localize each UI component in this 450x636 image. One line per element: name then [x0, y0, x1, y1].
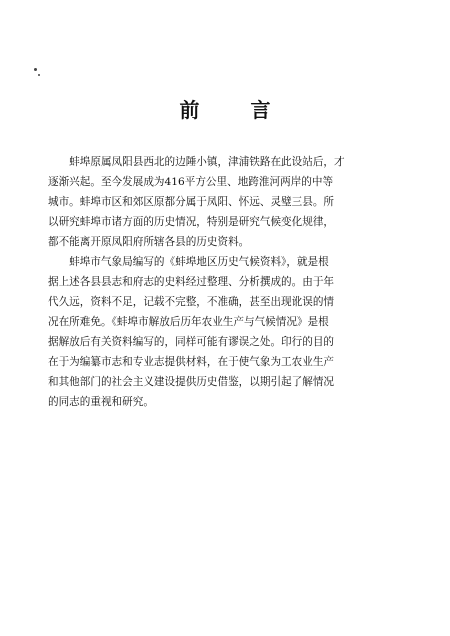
- text-line: 据解放后有关资料编写的，同样可能有谬误之处。印行的目的: [48, 336, 335, 348]
- scan-speck: [38, 74, 40, 76]
- body-text: [48, 152, 398, 412]
- text-line: 况在所难免。《蚌埠市解放后历年农业生产与气候情况》是根: [48, 316, 329, 328]
- scan-speck: [34, 68, 37, 71]
- text-line: 逐渐兴起。至今发展成为416平方公里、地跨淮河两岸的中等: [48, 176, 334, 188]
- text-line: 和其他部门的社会主义建设提供历史借鉴，以期引起了解情况: [48, 376, 335, 388]
- text-line: 城市。蚌埠市区和郊区原都分属于凤阳、怀远、灵璧三县。所: [48, 196, 335, 208]
- text-line: 蚌埠市气象局编写的《蚌埠地区历史气候资料》，就是根: [48, 256, 329, 268]
- text-line: 在于为编纂市志和专业志提供材料，在于使气象为工农业生产: [48, 356, 335, 368]
- page-title: 前 言: [179, 98, 293, 122]
- text-line: 都不能离开原凤阳府所辖各县的历史资料。: [48, 236, 250, 248]
- text-line: 蚌埠原属凤阳县西北的边陲小镇，津浦铁路在此设站后，才: [48, 156, 345, 168]
- text-line: 以研究蚌埠市诸方面的历史情况，特别是研究气候变化规律，: [48, 216, 335, 228]
- text-line: 的同志的重视和研究。: [48, 396, 154, 408]
- text-line: 代久远，资料不足，记载不完整，不准确，甚至出现讹误的情: [48, 296, 335, 308]
- text-line: 据上述各县县志和府志的史料经过整理、分析撰成的。由于年: [48, 276, 335, 288]
